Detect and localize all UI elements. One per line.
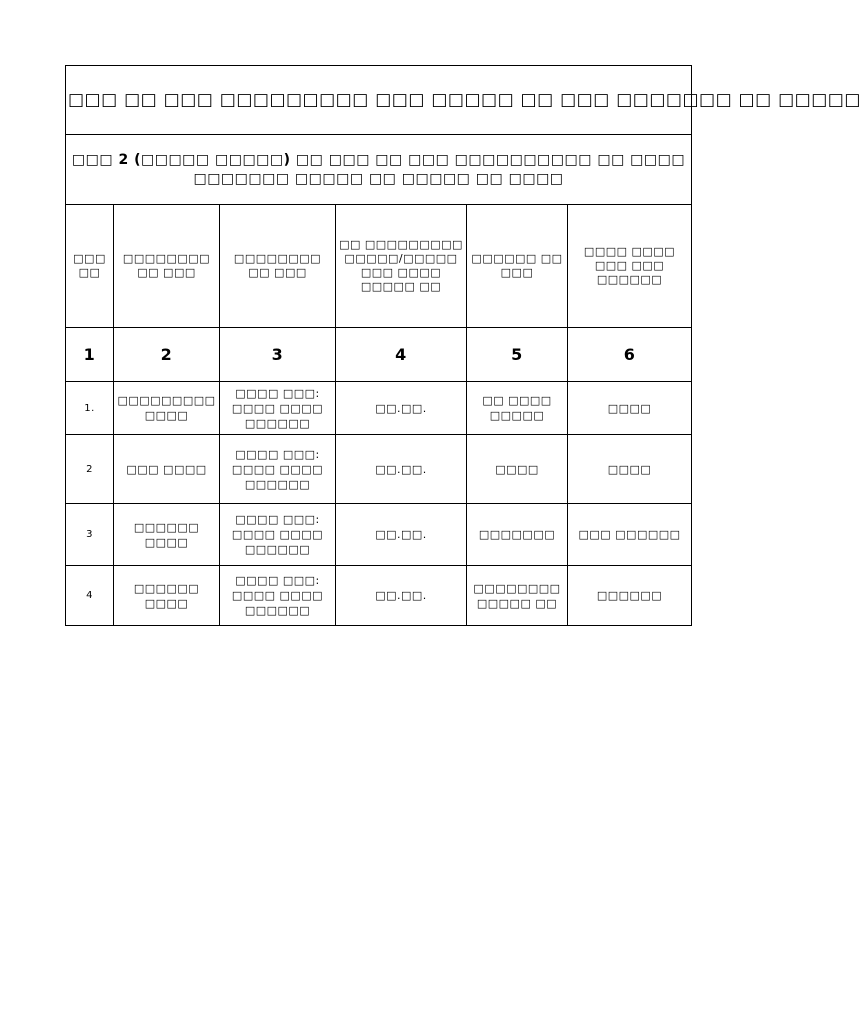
document-subtitle: □□□ 2 (□□□□□ □□□□□) □□ □□□ □□ □□□ □□□□□□□□□□ □□ □□□□ □□□□□□□ □□□□□ □□ □□□□□ □□ □□□□ <box>66 135 692 205</box>
column-header-4: □□ □□□□□□□□□ □□□□□/□□□□□ □□□ □□□□ □□□□□ □□ <box>336 205 467 328</box>
column-number-row <box>66 328 692 382</box>
table-cell: □□□ □□□□ <box>114 435 220 504</box>
column-number: 3 <box>220 328 336 382</box>
column-header-2: □□□□□□□□ □□ □□□ <box>114 205 220 328</box>
column-header-serial: □□□ □□ <box>66 205 114 328</box>
column-header-3: □□□□□□□□ □□ □□□ <box>220 205 336 328</box>
table-row <box>66 566 692 626</box>
table-cell: □□ □□□□ □□□□□ <box>467 382 568 435</box>
table-row <box>66 435 692 504</box>
table-cell: □□□□□□ <box>568 566 692 626</box>
table-row <box>66 382 692 435</box>
document-table <box>65 65 861 626</box>
table-cell: □□□□ <box>467 435 568 504</box>
column-number: 2 <box>114 328 220 382</box>
table-cell: □□□□□□□□ □□□□□ □□ <box>467 566 568 626</box>
row-serial: 2 <box>66 435 114 504</box>
table-cell: □□□□ □□□: □□□□ □□□□ □□□□□□ <box>220 382 336 435</box>
table-cell: □□□□□□□□□ □□□□ <box>114 382 220 435</box>
column-header-5: □□□□□□ □□ □□□ <box>467 205 568 328</box>
table-row <box>66 504 692 566</box>
table-cell: □□□□□□ □□□□ <box>114 566 220 626</box>
column-number: 4 <box>336 328 467 382</box>
table-cell: □□□□□□ □□□□ <box>114 504 220 566</box>
table-cell: □□.□□. <box>336 382 467 435</box>
table-cell: □□□□ <box>568 435 692 504</box>
column-number: 1 <box>66 328 114 382</box>
table-cell: □□□□□□□ <box>467 504 568 566</box>
table-cell: □□□ □□□□□□ <box>568 504 692 566</box>
table-cell: □□.□□. <box>336 435 467 504</box>
column-number: 5 <box>467 328 568 382</box>
table-cell: □□□□ □□□: □□□□ □□□□ □□□□□□ <box>220 435 336 504</box>
document-title: □□□ □□ □□□ □□□□□□□□□ □□□ □□□□□ □□ □□□ □□□□□□□ □□ □□□□□ <box>66 66 692 135</box>
table-cell: □□.□□. <box>336 504 467 566</box>
row-serial: 1. <box>66 382 114 435</box>
table-cell: □□□□ <box>568 382 692 435</box>
column-header-6: □□□□ □□□□ □□□ □□□ □□□□□□ <box>568 205 692 328</box>
table-cell: □□.□□. <box>336 566 467 626</box>
row-serial: 3 <box>66 504 114 566</box>
column-number: 6 <box>568 328 692 382</box>
table-cell: □□□□ □□□: □□□□ □□□□ □□□□□□ <box>220 566 336 626</box>
row-serial: 4 <box>66 566 114 626</box>
table-cell: □□□□ □□□: □□□□ □□□□ □□□□□□ <box>220 504 336 566</box>
table-header-row <box>66 205 692 328</box>
